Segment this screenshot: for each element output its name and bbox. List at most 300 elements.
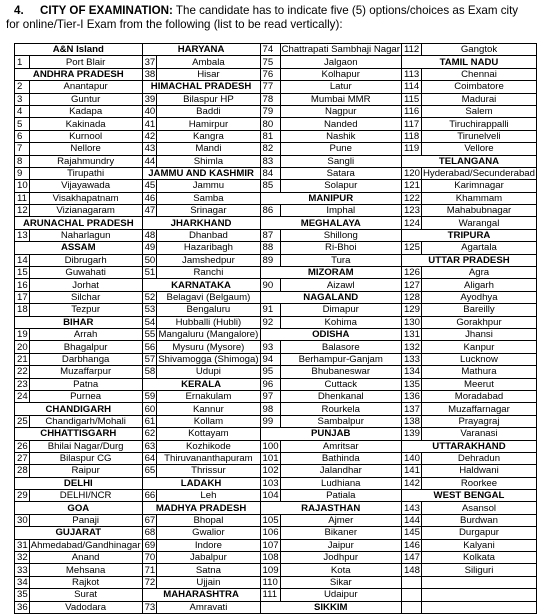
city-code bbox=[401, 589, 421, 601]
city-name: Bengaluru bbox=[157, 304, 260, 316]
city-name: Khammam bbox=[421, 192, 536, 204]
table-row bbox=[15, 403, 537, 415]
state-heading: GUJARAT bbox=[15, 527, 143, 539]
city-code: 21 bbox=[15, 353, 30, 365]
city-code: 44 bbox=[142, 155, 157, 167]
table-row bbox=[15, 291, 537, 303]
city-name: Coimbatore bbox=[421, 81, 536, 93]
city-code: 112 bbox=[401, 44, 421, 56]
city-name: Nanded bbox=[280, 118, 401, 130]
table-row bbox=[15, 254, 537, 266]
city-code: 40 bbox=[142, 105, 157, 117]
state-heading: CHANDIGARH bbox=[15, 403, 143, 415]
state-heading: TELANGANA bbox=[401, 155, 536, 167]
city-name: Dibrugarh bbox=[29, 254, 142, 266]
city-name: Kurnool bbox=[29, 130, 142, 142]
city-name: Hazaribagh bbox=[157, 242, 260, 254]
city-code: 146 bbox=[401, 539, 421, 551]
city-code: 89 bbox=[260, 254, 280, 266]
city-name: Guwahati bbox=[29, 267, 142, 279]
city-name: Ayodhya bbox=[421, 291, 536, 303]
state-heading: ASSAM bbox=[15, 242, 143, 254]
city-code: 106 bbox=[260, 527, 280, 539]
city-code: 49 bbox=[142, 242, 157, 254]
city-code: 125 bbox=[401, 242, 421, 254]
city-code: 116 bbox=[401, 105, 421, 117]
city-name: Salem bbox=[421, 105, 536, 117]
city-name: Sambalpur bbox=[280, 415, 401, 427]
city-code: 68 bbox=[142, 527, 157, 539]
table-row bbox=[15, 601, 537, 613]
city-code: 5 bbox=[15, 118, 30, 130]
city-name: Ranchi bbox=[157, 267, 260, 279]
city-code: 128 bbox=[401, 291, 421, 303]
city-name: Jalandhar bbox=[280, 465, 401, 477]
city-code: 111 bbox=[260, 589, 280, 601]
state-heading: MEGHALAYA bbox=[260, 217, 401, 229]
table-row bbox=[15, 167, 537, 179]
city-code: 90 bbox=[260, 279, 280, 291]
city-name: Mandi bbox=[157, 143, 260, 155]
state-heading: ARUNACHAL PRADESH bbox=[15, 217, 143, 229]
table-row bbox=[15, 105, 537, 117]
city-name: Agra bbox=[421, 267, 536, 279]
state-heading: GOA bbox=[15, 502, 143, 514]
city-code: 18 bbox=[15, 304, 30, 316]
city-code: 60 bbox=[142, 403, 157, 415]
city-code: 91 bbox=[260, 304, 280, 316]
city-code: 69 bbox=[142, 539, 157, 551]
city-code: 133 bbox=[401, 353, 421, 365]
city-code: 131 bbox=[401, 328, 421, 340]
city-code: 61 bbox=[142, 415, 157, 427]
city-name: Varanasi bbox=[421, 428, 536, 440]
city-code: 30 bbox=[15, 514, 30, 526]
city-code: 62 bbox=[142, 428, 157, 440]
city-name: Hamirpur bbox=[157, 118, 260, 130]
city-name: Durgapur bbox=[421, 527, 536, 539]
table-row bbox=[15, 44, 537, 56]
city-name: Warangal bbox=[421, 217, 536, 229]
table-row bbox=[15, 130, 537, 142]
city-name: Port Blair bbox=[29, 56, 142, 68]
city-code: 95 bbox=[260, 366, 280, 378]
table-row bbox=[15, 155, 537, 167]
city-name: Patiala bbox=[280, 490, 401, 502]
city-name: Shimla bbox=[157, 155, 260, 167]
city-code: 86 bbox=[260, 205, 280, 217]
table-row bbox=[15, 527, 537, 539]
city-code: 119 bbox=[401, 143, 421, 155]
city-name: Ujjain bbox=[157, 576, 260, 588]
table-row bbox=[15, 539, 537, 551]
city-name: Jalgaon bbox=[280, 56, 401, 68]
city-code: 19 bbox=[15, 328, 30, 340]
city-name: Sangli bbox=[280, 155, 401, 167]
city-name: Udaipur bbox=[280, 589, 401, 601]
state-heading: JAMMU AND KASHMIR bbox=[142, 167, 260, 179]
city-name: Jhansi bbox=[421, 328, 536, 340]
exam-city-table bbox=[14, 43, 537, 614]
city-name: Lucknow bbox=[421, 353, 536, 365]
city-name: Roorkee bbox=[421, 477, 536, 489]
city-code: 67 bbox=[142, 514, 157, 526]
city-code: 126 bbox=[401, 267, 421, 279]
city-code: 43 bbox=[142, 143, 157, 155]
city-code: 29 bbox=[15, 490, 30, 502]
city-name: Leh bbox=[157, 490, 260, 502]
city-name: Kollam bbox=[157, 415, 260, 427]
city-name: Ludhiana bbox=[280, 477, 401, 489]
city-code: 76 bbox=[260, 68, 280, 80]
city-name: Nellore bbox=[29, 143, 142, 155]
city-code: 22 bbox=[15, 366, 30, 378]
table-row bbox=[15, 366, 537, 378]
city-code: 77 bbox=[260, 81, 280, 93]
city-code: 42 bbox=[142, 130, 157, 142]
city-name: Kolkata bbox=[421, 552, 536, 564]
city-name: Chattrapati Sambhaji Nagar bbox=[281, 44, 400, 56]
city-name: Bilaspur CG bbox=[29, 452, 142, 464]
city-code: 35 bbox=[15, 589, 30, 601]
city-name: Indore bbox=[157, 539, 260, 551]
city-name: Bathinda bbox=[280, 452, 401, 464]
city-name: Berhampur-Ganjam bbox=[280, 353, 401, 365]
city-name: Silchar bbox=[29, 291, 142, 303]
table-row bbox=[15, 477, 537, 489]
city-code: 75 bbox=[260, 56, 280, 68]
city-code: 94 bbox=[260, 353, 280, 365]
city-name bbox=[421, 589, 536, 601]
city-name: Udupi bbox=[157, 366, 260, 378]
state-heading: TRIPURA bbox=[401, 229, 536, 241]
city-code: 141 bbox=[401, 465, 421, 477]
state-heading: TAMIL NADU bbox=[401, 56, 536, 68]
city-name: Mehsana bbox=[29, 564, 142, 576]
state-heading: UTTAR PRADESH bbox=[401, 254, 536, 266]
city-name: Jabalpur bbox=[157, 552, 260, 564]
city-name: Kalyani bbox=[421, 539, 536, 551]
city-name: Visakhapatnam bbox=[29, 192, 142, 204]
city-name: Kadapa bbox=[29, 105, 142, 117]
city-name: Ahmedabad/Gandhinagar bbox=[30, 539, 141, 551]
table-row bbox=[15, 514, 537, 526]
city-code: 93 bbox=[260, 341, 280, 353]
city-name: Pune bbox=[280, 143, 401, 155]
city-code: 24 bbox=[15, 390, 30, 402]
city-name: Tiruchirappalli bbox=[421, 118, 536, 130]
city-code: 138 bbox=[401, 415, 421, 427]
city-code: 136 bbox=[401, 390, 421, 402]
city-name: Rajahmundry bbox=[29, 155, 142, 167]
city-name: Dhenkanal bbox=[280, 390, 401, 402]
city-code: 130 bbox=[401, 316, 421, 328]
city-code: 38 bbox=[142, 68, 157, 80]
table-row bbox=[15, 428, 537, 440]
state-heading: LADAKH bbox=[142, 477, 260, 489]
city-code: 87 bbox=[260, 229, 280, 241]
city-name: Imphal bbox=[280, 205, 401, 217]
city-name: Shillong bbox=[280, 229, 401, 241]
city-code bbox=[401, 576, 421, 588]
city-name bbox=[421, 601, 536, 613]
city-name: Chennai bbox=[421, 68, 536, 80]
city-code: 26 bbox=[15, 440, 30, 452]
city-name: Burdwan bbox=[421, 514, 536, 526]
table-row bbox=[15, 328, 537, 340]
table-row bbox=[15, 81, 537, 93]
city-name: Muzaffarnagar bbox=[421, 403, 536, 415]
table-row bbox=[15, 502, 537, 514]
city-code: 79 bbox=[260, 105, 280, 117]
city-code: 134 bbox=[401, 366, 421, 378]
city-code: 129 bbox=[401, 304, 421, 316]
city-code: 3 bbox=[15, 93, 30, 105]
city-code: 80 bbox=[260, 118, 280, 130]
city-name: Thiruvananthapuram bbox=[157, 452, 260, 464]
table-row bbox=[15, 279, 537, 291]
city-name: Mysuru (Mysore) bbox=[157, 341, 260, 353]
city-code: 120 bbox=[401, 167, 421, 179]
city-code: 122 bbox=[401, 192, 421, 204]
city-code: 147 bbox=[401, 552, 421, 564]
city-code: 64 bbox=[142, 452, 157, 464]
city-code: 104 bbox=[260, 490, 280, 502]
city-name: Kanpur bbox=[421, 341, 536, 353]
city-name: Gangtok bbox=[421, 44, 536, 56]
table-row bbox=[15, 341, 537, 353]
city-code: 123 bbox=[401, 205, 421, 217]
city-code: 124 bbox=[401, 217, 421, 229]
city-name: Rourkela bbox=[280, 403, 401, 415]
city-name: Madurai bbox=[421, 93, 536, 105]
city-code: 9 bbox=[15, 167, 30, 179]
city-name: Kottayam bbox=[157, 428, 260, 440]
city-code: 118 bbox=[401, 130, 421, 142]
city-code: 59 bbox=[142, 390, 157, 402]
city-code: 23 bbox=[15, 378, 30, 390]
city-code: 55 bbox=[142, 328, 157, 340]
city-name: Siliguri bbox=[421, 564, 536, 576]
city-code: 85 bbox=[260, 180, 280, 192]
city-code: 17 bbox=[15, 291, 30, 303]
city-code: 142 bbox=[401, 477, 421, 489]
state-heading: WEST BENGAL bbox=[401, 490, 536, 502]
city-code: 143 bbox=[401, 502, 421, 514]
table-row bbox=[15, 564, 537, 576]
city-name: Raipur bbox=[29, 465, 142, 477]
state-heading: ANDHRA PRADESH bbox=[15, 68, 143, 80]
city-name: Anand bbox=[29, 552, 142, 564]
city-code: 71 bbox=[142, 564, 157, 576]
table-row bbox=[15, 353, 537, 365]
table-row bbox=[15, 304, 537, 316]
city-name: Rajkot bbox=[29, 576, 142, 588]
city-name: Karimnagar bbox=[421, 180, 536, 192]
city-name: Gwalior bbox=[157, 527, 260, 539]
city-name: Amravati bbox=[157, 601, 260, 613]
table-row bbox=[15, 390, 537, 402]
city-name: Mumbai MMR bbox=[280, 93, 401, 105]
city-code: 105 bbox=[260, 514, 280, 526]
city-code: 14 bbox=[15, 254, 30, 266]
city-code: 6 bbox=[15, 130, 30, 142]
city-code: 100 bbox=[260, 440, 280, 452]
city-name: Muzaffarpur bbox=[29, 366, 142, 378]
city-name: Nagpur bbox=[280, 105, 401, 117]
table-row bbox=[15, 267, 537, 279]
city-code: 10 bbox=[15, 180, 30, 192]
city-code: 102 bbox=[260, 465, 280, 477]
city-code: 8 bbox=[15, 155, 30, 167]
city-code bbox=[401, 601, 421, 613]
city-code: 97 bbox=[260, 390, 280, 402]
city-name: Kolhapur bbox=[280, 68, 401, 80]
city-name: Ernakulam bbox=[157, 390, 260, 402]
city-name: Anantapur bbox=[29, 81, 142, 93]
table-row bbox=[15, 68, 537, 80]
city-code: 39 bbox=[142, 93, 157, 105]
city-code: 140 bbox=[401, 452, 421, 464]
city-code: 45 bbox=[142, 180, 157, 192]
state-heading: JHARKHAND bbox=[142, 217, 260, 229]
city-name: Bikaner bbox=[280, 527, 401, 539]
city-name: Hubballi (Hubli) bbox=[157, 316, 260, 328]
city-name: Chandigarh/Mohali bbox=[29, 415, 142, 427]
city-name: Dehradun bbox=[421, 452, 536, 464]
city-name: Jodhpur bbox=[280, 552, 401, 564]
city-name: Dhanbad bbox=[157, 229, 260, 241]
city-code: 25 bbox=[15, 415, 30, 427]
city-name: Bareilly bbox=[421, 304, 536, 316]
table-row bbox=[15, 118, 537, 130]
city-code: 1 bbox=[15, 56, 30, 68]
table-row bbox=[15, 180, 537, 192]
city-name: Vizianagaram bbox=[29, 205, 142, 217]
city-name: Jorhat bbox=[29, 279, 142, 291]
city-code: 51 bbox=[142, 267, 157, 279]
city-code: 53 bbox=[142, 304, 157, 316]
city-code: 148 bbox=[401, 564, 421, 576]
city-name: Shivamogga (Shimoga) bbox=[158, 353, 259, 365]
table-row bbox=[15, 242, 537, 254]
city-code: 109 bbox=[260, 564, 280, 576]
city-code: 34 bbox=[15, 576, 30, 588]
city-name: Kannur bbox=[157, 403, 260, 415]
city-name: Amritsar bbox=[280, 440, 401, 452]
section-heading bbox=[6, 4, 519, 32]
city-code: 88 bbox=[260, 242, 280, 254]
city-code: 70 bbox=[142, 552, 157, 564]
city-name: Srinagar bbox=[157, 205, 260, 217]
city-name: Guntur bbox=[29, 93, 142, 105]
city-name: Vadodara bbox=[29, 601, 142, 613]
table-row bbox=[15, 415, 537, 427]
city-code: 50 bbox=[142, 254, 157, 266]
city-code: 98 bbox=[260, 403, 280, 415]
table-row bbox=[15, 465, 537, 477]
state-heading: HARYANA bbox=[142, 44, 260, 56]
city-name: Kakinada bbox=[29, 118, 142, 130]
city-name: Ajmer bbox=[280, 514, 401, 526]
table-row bbox=[15, 192, 537, 204]
city-code: 121 bbox=[401, 180, 421, 192]
city-name: Hisar bbox=[157, 68, 260, 80]
table-row bbox=[15, 143, 537, 155]
city-name: Naharlagun bbox=[29, 229, 142, 241]
city-code: 16 bbox=[15, 279, 30, 291]
state-heading: RAJASTHAN bbox=[260, 502, 401, 514]
city-name: Ri-Bhoi bbox=[280, 242, 401, 254]
state-heading: NAGALAND bbox=[260, 291, 401, 303]
city-name: Dimapur bbox=[280, 304, 401, 316]
city-name: Mahabubnagar bbox=[421, 205, 536, 217]
city-code: 74 bbox=[260, 44, 280, 56]
section-instruction-line2: for online/Tier-I Exam from the following (list to be read vertically): bbox=[6, 18, 343, 31]
city-code: 83 bbox=[260, 155, 280, 167]
state-heading: KARNATAKA bbox=[142, 279, 260, 291]
city-name: Aligarh bbox=[421, 279, 536, 291]
city-code: 48 bbox=[142, 229, 157, 241]
city-name: Tirupathi bbox=[29, 167, 142, 179]
city-code: 52 bbox=[142, 291, 157, 303]
city-name: Thrissur bbox=[157, 465, 260, 477]
city-name: Vijayawada bbox=[29, 180, 142, 192]
state-heading: HIMACHAL PRADESH bbox=[142, 81, 260, 93]
city-name: Ambala bbox=[157, 56, 260, 68]
city-code: 82 bbox=[260, 143, 280, 155]
city-code: 15 bbox=[15, 267, 30, 279]
city-code: 101 bbox=[260, 452, 280, 464]
table-row bbox=[15, 229, 537, 241]
city-code: 31 bbox=[15, 539, 30, 551]
city-code: 81 bbox=[260, 130, 280, 142]
section-instruction-line1: The candidate has to indicate five (5) options/choices as Exam city bbox=[172, 4, 519, 17]
city-name: Kangra bbox=[157, 130, 260, 142]
city-code: 92 bbox=[260, 316, 280, 328]
city-code: 46 bbox=[142, 192, 157, 204]
city-code: 4 bbox=[15, 105, 30, 117]
city-code: 27 bbox=[15, 452, 30, 464]
city-name: Samba bbox=[157, 192, 260, 204]
city-name: Bhilai Nagar/Durg bbox=[29, 440, 142, 452]
table-row bbox=[15, 217, 537, 229]
city-name: Purnea bbox=[29, 390, 142, 402]
city-name: Mathura bbox=[421, 366, 536, 378]
state-heading: A&N Island bbox=[15, 44, 143, 56]
city-name: Tura bbox=[280, 254, 401, 266]
city-code: 72 bbox=[142, 576, 157, 588]
city-name: Kohima bbox=[280, 316, 401, 328]
city-name bbox=[421, 576, 536, 588]
city-code: 78 bbox=[260, 93, 280, 105]
city-name: Mangaluru (Mangalore) bbox=[158, 329, 259, 341]
city-name: Vellore bbox=[421, 143, 536, 155]
city-name: Moradabad bbox=[421, 390, 536, 402]
city-code: 65 bbox=[142, 465, 157, 477]
city-code: 139 bbox=[401, 428, 421, 440]
section-title: CITY OF EXAMINATION: bbox=[40, 4, 173, 17]
city-code: 37 bbox=[142, 56, 157, 68]
city-code: 11 bbox=[15, 192, 30, 204]
table-row bbox=[15, 205, 537, 217]
table-row bbox=[15, 452, 537, 464]
table-row bbox=[15, 552, 537, 564]
city-code: 28 bbox=[15, 465, 30, 477]
city-code: 56 bbox=[142, 341, 157, 353]
state-heading: BIHAR bbox=[15, 316, 143, 328]
city-code: 73 bbox=[142, 601, 157, 613]
